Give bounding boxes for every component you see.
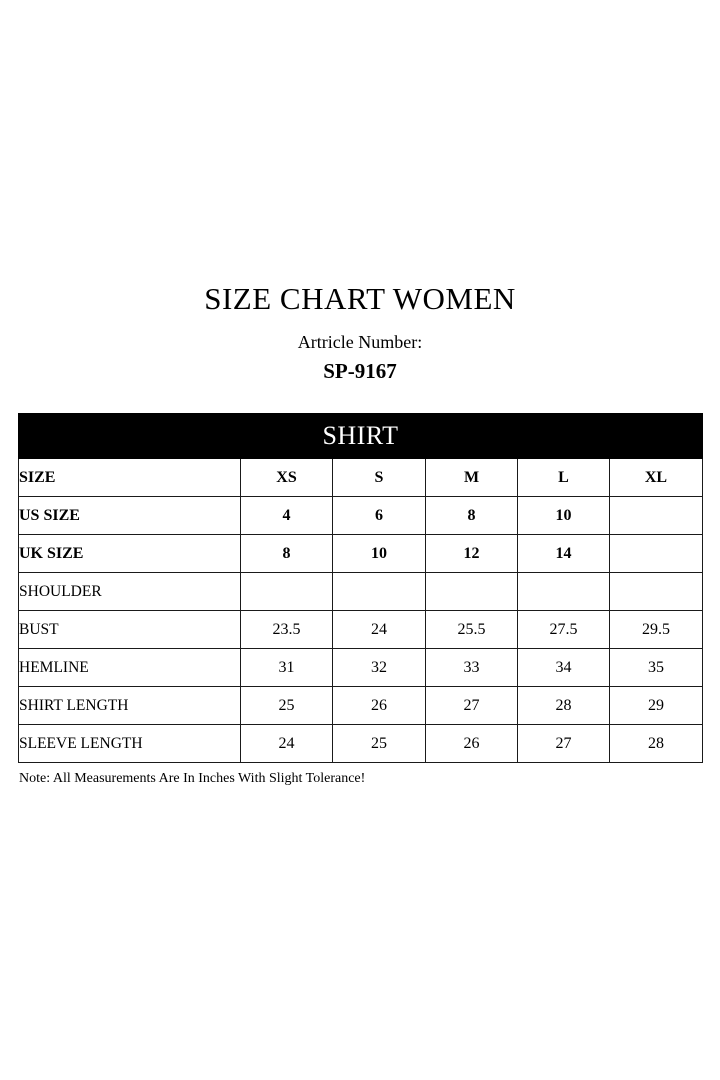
cell-value: 27 xyxy=(518,725,610,763)
cell-value xyxy=(518,573,610,611)
cell-value: 10 xyxy=(333,535,426,573)
cell-value: 32 xyxy=(333,649,426,687)
row-label: SHIRT LENGTH xyxy=(19,687,241,725)
table-row xyxy=(19,725,703,763)
cell-value: 29 xyxy=(610,687,703,725)
cell-value: 6 xyxy=(333,497,426,535)
cell-value: 8 xyxy=(241,535,333,573)
cell-value xyxy=(610,497,703,535)
cell-value xyxy=(241,573,333,611)
table-row xyxy=(19,535,703,573)
article-number: SP-9167 xyxy=(323,359,397,384)
cell-value: 28 xyxy=(518,687,610,725)
row-label: SLEEVE LENGTH xyxy=(19,725,241,763)
column-header-xl: XL xyxy=(610,459,703,497)
page-title: SIZE CHART WOMEN xyxy=(204,281,516,316)
table-row xyxy=(19,573,703,611)
column-header-xs: XS xyxy=(241,459,333,497)
cell-value: 29.5 xyxy=(610,611,703,649)
cell-value: 12 xyxy=(426,535,518,573)
column-header-m: M xyxy=(426,459,518,497)
measurement-note: Note: All Measurements Are In Inches With Slight Tolerance! xyxy=(19,771,366,786)
cell-value: 27.5 xyxy=(518,611,610,649)
cell-value: 8 xyxy=(426,497,518,535)
column-header-l: L xyxy=(518,459,610,497)
cell-value: 14 xyxy=(518,535,610,573)
cell-value: 24 xyxy=(241,725,333,763)
cell-value: 31 xyxy=(241,649,333,687)
column-header-s: S xyxy=(333,459,426,497)
table-row xyxy=(19,687,703,725)
cell-value xyxy=(610,535,703,573)
cell-value: 4 xyxy=(241,497,333,535)
cell-value: 28 xyxy=(610,725,703,763)
cell-value xyxy=(610,573,703,611)
cell-value: 25.5 xyxy=(426,611,518,649)
cell-value: 26 xyxy=(333,687,426,725)
cell-value: 25 xyxy=(333,725,426,763)
column-header-size: SIZE xyxy=(19,459,241,497)
cell-value: 10 xyxy=(518,497,610,535)
cell-value xyxy=(426,573,518,611)
cell-value: 24 xyxy=(333,611,426,649)
size-table-container xyxy=(18,413,702,763)
cell-value: 27 xyxy=(426,687,518,725)
cell-value: 25 xyxy=(241,687,333,725)
row-label: BUST xyxy=(19,611,241,649)
row-label: US SIZE xyxy=(19,497,241,535)
size-table xyxy=(18,413,703,763)
article-label: Artricle Number: xyxy=(297,332,423,353)
cell-value xyxy=(333,573,426,611)
cell-value: 35 xyxy=(610,649,703,687)
cell-value: 23.5 xyxy=(241,611,333,649)
row-label: SHOULDER xyxy=(19,573,241,611)
garment-type-banner: SHIRT xyxy=(19,414,703,459)
table-row xyxy=(19,649,703,687)
document-header xyxy=(0,282,720,384)
table-row xyxy=(19,497,703,535)
row-label: UK SIZE xyxy=(19,535,241,573)
cell-value: 33 xyxy=(426,649,518,687)
table-banner-row xyxy=(19,414,703,459)
cell-value: 26 xyxy=(426,725,518,763)
row-label: HEMLINE xyxy=(19,649,241,687)
table-row xyxy=(19,611,703,649)
cell-value: 34 xyxy=(518,649,610,687)
table-header-row xyxy=(19,459,703,497)
